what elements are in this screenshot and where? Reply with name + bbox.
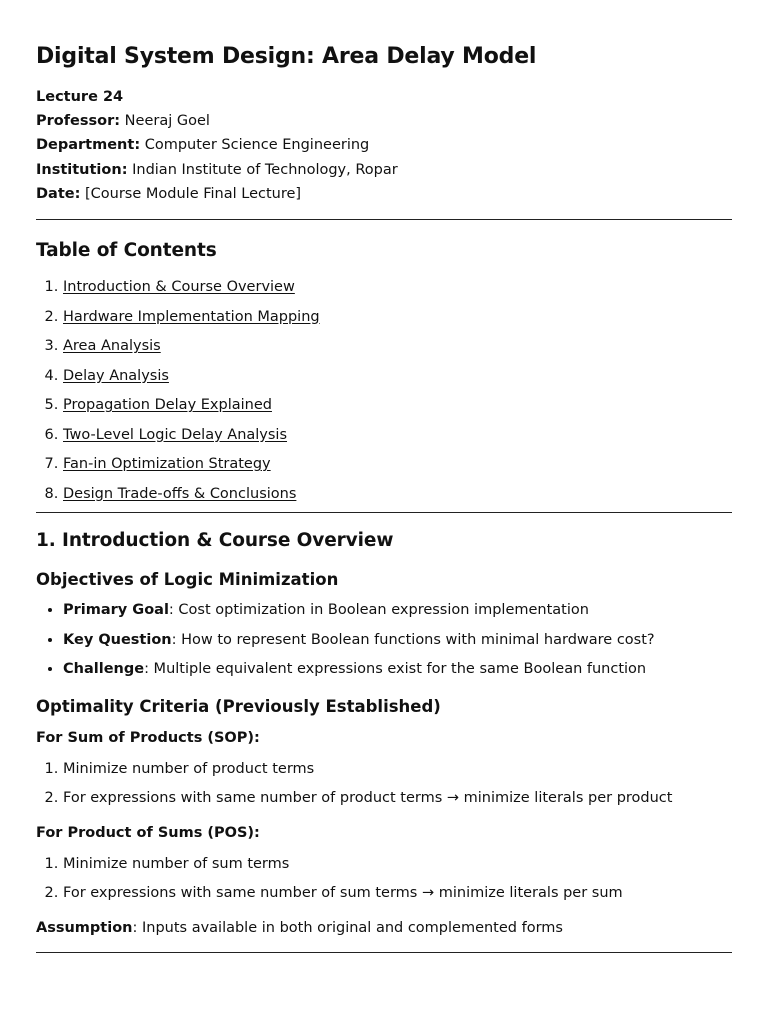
sop-item: 1. Minimize number of product terms (63, 755, 732, 785)
department-label: Department: (36, 137, 141, 154)
document-title: Digital System Design: Area Delay Model (36, 44, 537, 69)
objective-text: : How to represent Boolean functions with minimal hardware cost? (171, 631, 655, 648)
objective-text: : Multiple equivalent expressions exist for the same Boolean function (144, 661, 647, 678)
sop-list (36, 755, 732, 814)
toc-item (63, 362, 732, 392)
institution-line (36, 158, 732, 182)
date-line (36, 182, 732, 206)
toc-link-trade-offs[interactable]: Design Trade-offs & Conclusions (63, 485, 297, 502)
toc-item (63, 391, 732, 421)
objectives-heading: Objectives of Logic Minimization (36, 570, 339, 590)
department-line (36, 133, 732, 157)
assumption-label: Assumption (36, 919, 133, 936)
pos-item: 2. For expressions with same number of sum terms → minimize literals per sum (63, 879, 732, 909)
objective-item (63, 655, 732, 685)
institution-value: Indian Institute of Technology, Ropar (132, 161, 398, 178)
sop-item: 2. For expressions with same number of product terms → minimize literals per product (63, 784, 732, 814)
lecture-metadata (36, 85, 732, 206)
toc-item (63, 480, 732, 510)
pos-item: 1. Minimize number of sum terms (63, 850, 732, 880)
assumption-note (36, 916, 732, 940)
lecture-number (36, 85, 732, 109)
toc-list (36, 273, 732, 509)
toc-item (63, 450, 732, 480)
toc-link-hardware-mapping[interactable]: Hardware Implementation Mapping (63, 308, 320, 325)
toc-item (63, 332, 732, 362)
pos-list (36, 850, 732, 909)
toc-heading: Table of Contents (36, 240, 217, 262)
divider (36, 219, 732, 220)
sop-heading: For Sum of Products (SOP): (36, 729, 260, 746)
assumption-text: : Inputs available in both original and complemented forms (132, 919, 563, 936)
objective-label: Primary Goal (63, 602, 169, 619)
professor-value: Neeraj Goel (124, 113, 210, 130)
pos-heading: For Product of Sums (POS): (36, 824, 260, 841)
objective-item (63, 626, 732, 656)
divider (36, 512, 732, 513)
professor-label: Professor: (36, 113, 121, 130)
toc-item (63, 273, 732, 303)
objective-label: Key Question (63, 631, 172, 648)
objectives-list (36, 596, 732, 685)
toc-link-area-analysis[interactable]: Area Analysis (63, 338, 161, 355)
professor-line (36, 109, 732, 133)
lecture-number-text: Lecture 24 (36, 89, 124, 105)
objective-text: : Cost optimization in Boolean expression implementation (168, 602, 589, 619)
toc-link-fan-in[interactable]: Fan-in Optimization Strategy (63, 456, 271, 473)
objective-item (63, 596, 732, 626)
divider (36, 952, 732, 953)
toc-link-two-level-logic[interactable]: Two-Level Logic Delay Analysis (63, 426, 288, 443)
section-heading: 1. Introduction & Course Overview (36, 530, 394, 552)
toc-item (63, 303, 732, 333)
date-label: Date: (36, 185, 81, 202)
criteria-heading: Optimality Criteria (Previously Established) (36, 696, 441, 716)
toc-link-propagation-delay[interactable]: Propagation Delay Explained (63, 397, 272, 414)
date-value: [Course Module Final Lecture] (85, 185, 302, 202)
toc-item (63, 421, 732, 451)
institution-label: Institution: (36, 161, 128, 178)
department-value: Computer Science Engineering (144, 137, 370, 154)
objective-label: Challenge (63, 661, 145, 678)
toc-link-delay-analysis[interactable]: Delay Analysis (63, 367, 169, 384)
toc-link-introduction[interactable]: Introduction & Course Overview (63, 279, 295, 296)
